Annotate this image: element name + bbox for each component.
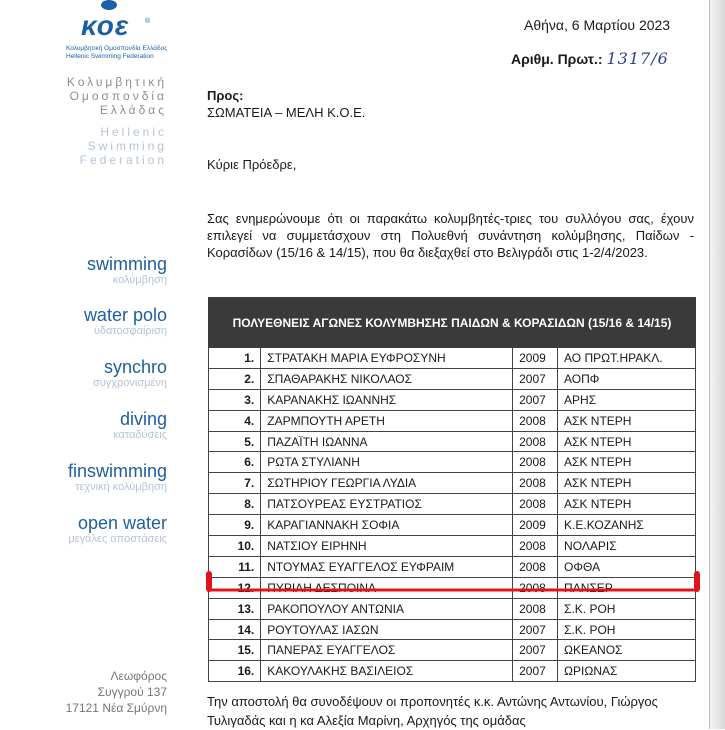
- table-row: [209, 494, 696, 515]
- birth-year: 2008: [513, 536, 558, 557]
- sport-name-en: swimming: [86, 254, 167, 274]
- sport-swimming: [87, 254, 167, 287]
- protocol-number: [511, 49, 669, 68]
- table-row: [209, 389, 696, 410]
- row-index: 10.: [209, 536, 261, 557]
- birth-year: 2008: [513, 431, 558, 452]
- logo-subtitle-gr: Κολυμβητική Ομοσπονδία Ελλάδος: [66, 45, 168, 52]
- org-name-en-2: Swimming: [87, 139, 167, 153]
- table-row: [209, 598, 696, 619]
- address-line-3: 17121 Νέα Σμύρνη: [65, 701, 167, 715]
- athlete-name: ΚΑΡΑΓΙΑΝΝΑΚΗ ΣΟΦΙΑ: [261, 515, 513, 536]
- club-name: ΑΣΚ ΝΤΕΡΗ: [558, 452, 696, 473]
- table-row: [209, 431, 696, 452]
- table-row: [209, 452, 696, 473]
- athlete-name: ΠΑΤΣΟΥΡΕΑΣ ΕΥΣΤΡΑΤΙΟΣ: [261, 494, 513, 515]
- row-index: 3.: [209, 389, 261, 410]
- protocol-value: 1317/6: [606, 49, 669, 68]
- recipient-value: ΣΩΜΑΤΕΙΑ – ΜΕΛΗ Κ.Ο.Ε.: [207, 105, 366, 120]
- row-index: 13.: [209, 598, 261, 619]
- table-row: [209, 640, 696, 661]
- sport-name-gr: συγχρονισμένη: [92, 377, 167, 389]
- athlete-name: ΡΑΚΟΠΟΥΛΟΥ ΑΝΤΩΝΙΑ: [261, 598, 513, 619]
- athlete-name: ΝΤΟΥΜΑΣ ΕΥΑΓΓΕΛΟΣ ΕΥΦΡΑΙΜ: [261, 556, 513, 577]
- club-name: ΑΣΚ ΝΤΕΡΗ: [558, 473, 696, 494]
- club-name: ΟΦΘΑ: [558, 556, 696, 577]
- club-name: ΝΟΛΑΡΙΣ: [558, 536, 696, 557]
- club-name: Κ.Ε.ΚΟΖΑΝΗΣ: [558, 515, 696, 536]
- birth-year: 2008: [513, 598, 558, 619]
- logo-text: κοε: [81, 10, 130, 41]
- birth-year: 2007: [513, 661, 558, 682]
- athlete-name: ΡΩΤΑ ΣΤΥΛΙΑΝΗ: [261, 452, 513, 473]
- athlete-name: ΣΠΑΘΑΡΑΚΗΣ ΝΙΚΟΛΑΟΣ: [261, 368, 513, 389]
- row-index: 4.: [209, 410, 261, 431]
- sport-water-polo: [84, 305, 167, 338]
- sport-name-en: open water: [77, 513, 167, 533]
- federation-logo: [63, 0, 167, 70]
- athlete-name: ΣΩΤΗΡΙΟΥ ΓΕΩΡΓΙΑ ΛΥΔΙΑ: [261, 473, 513, 494]
- highlight-mark: [206, 571, 700, 592]
- row-index: 9.: [209, 515, 261, 536]
- logo-swimmer-icon: [101, 0, 117, 10]
- athlete-name: ΝΑΤΣΙΟΥ ΕΙΡΗΝΗ: [261, 536, 513, 557]
- table-row: [209, 619, 696, 640]
- greeting: Κύριε Πρόεδρε,: [207, 157, 297, 172]
- athlete-name: ΖΑΡΜΠΟΥΤΗ ΑΡΕΤΗ: [261, 410, 513, 431]
- athlete-name: ΚΑΚΟΥΛΑΚΗΣ ΒΑΣΙΛΕΙΟΣ: [261, 661, 513, 682]
- sport-synchro: [93, 357, 167, 390]
- club-name: Σ.Κ. ΡΟΗ: [558, 619, 696, 640]
- club-name: ΑΟΠΦ: [558, 368, 696, 389]
- birth-year: 2009: [513, 348, 558, 369]
- athletes-table: [208, 297, 696, 682]
- sport-name-gr: μεγάλες αποστάσεις: [68, 533, 167, 545]
- org-name-gr-2: Ομοσπονδία: [69, 89, 167, 103]
- club-name: ΠΑΝΣΕΡ: [558, 577, 696, 598]
- org-name-gr-1: Κολυμβητική: [66, 75, 167, 89]
- sport-name-gr: κολύμβηση: [112, 274, 167, 286]
- birth-year: 2007: [513, 619, 558, 640]
- sport-finswimming: [68, 461, 167, 494]
- row-index: 14.: [209, 619, 261, 640]
- athlete-name: ΠΑΖΑΪΤΗ ΙΩΑΝΝΑ: [261, 431, 513, 452]
- athlete-name: ΠΥΡΙΛΗ ΔΕΣΠΟΙΝΑ: [261, 577, 513, 598]
- row-index: 5.: [209, 431, 261, 452]
- sport-name-gr: τεχνική κολύμβηση: [75, 481, 167, 493]
- registered-icon: ®: [145, 18, 151, 25]
- sport-name-en: diving: [119, 409, 167, 429]
- protocol-label: Αριθμ. Πρωτ.:: [511, 51, 603, 67]
- closing-paragraph: Την αποστολή θα συνοδέψουν οι προπονητές κ.κ. Αντώνης Αντωνίου, Γιώργος Τυλιγαδάς και η κα Αλεξία Μαρίνη, Αρχηγός της ομάδας: [207, 694, 658, 728]
- table-row: [209, 536, 696, 557]
- sport-name-en: water polo: [83, 305, 167, 325]
- athlete-name: ΚΑΡΑΝΑΚΗΣ ΙΩΑΝΝΗΣ: [261, 389, 513, 410]
- row-index: 2.: [209, 368, 261, 389]
- sport-open-water: [68, 513, 167, 546]
- birth-year: 2007: [513, 389, 558, 410]
- athlete-name: ΠΑΝΕΡΑΣ ΕΥΑΓΓΕΛΟΣ: [261, 640, 513, 661]
- sport-name-gr: καταδύσεις: [113, 429, 167, 441]
- row-index: 1.: [209, 348, 261, 369]
- table-title: ΠΟΛΥΕΘΝΕΙΣ ΑΓΩΝΕΣ ΚΟΛΥΜΒΗΣΗΣ ΠΑΙΔΩΝ & ΚΟΡΑΣΙΔΩΝ (15/16 & 14/15): [209, 298, 696, 348]
- table-row: [209, 410, 696, 431]
- birth-year: 2008: [513, 494, 558, 515]
- club-name: ΑΣΚ ΝΤΕΡΗ: [558, 494, 696, 515]
- row-index: 11.: [209, 556, 261, 577]
- birth-year: 2008: [513, 452, 558, 473]
- recipient-label: Προς:: [207, 88, 244, 103]
- birth-year: 2009: [513, 515, 558, 536]
- club-name: ΑΣΚ ΝΤΕΡΗ: [558, 431, 696, 452]
- row-index: 15.: [209, 640, 261, 661]
- birth-year: 2008: [513, 473, 558, 494]
- birth-year: 2007: [513, 640, 558, 661]
- birth-year: 2008: [513, 556, 558, 577]
- athlete-name: ΡΟΥΤΟΥΛΑΣ ΙΑΣΩΝ: [261, 619, 513, 640]
- row-index: 7.: [209, 473, 261, 494]
- letter-date: Αθήνα, 6 Μαρτίου 2023: [524, 17, 671, 33]
- org-name-en-1: Hellenic: [100, 125, 167, 139]
- table-row: [209, 368, 696, 389]
- athlete-name: ΣΤΡΑΤΑΚΗ ΜΑΡΙΑ ΕΥΦΡΟΣΥΝΗ: [261, 348, 513, 369]
- address-line-1: Λεωφόρος: [110, 669, 167, 683]
- sport-diving: [113, 409, 167, 442]
- birth-year: 2007: [513, 368, 558, 389]
- club-name: ΑΡΗΣ: [558, 389, 696, 410]
- logo-subtitle-en: Hellenic Swimming Federation: [66, 53, 154, 60]
- address-line-2: Συγγρού 137: [97, 685, 167, 699]
- row-index: 12.: [209, 577, 261, 598]
- table-row: [209, 348, 696, 369]
- table-row: [209, 473, 696, 494]
- table-row: [209, 661, 696, 682]
- sport-name-en: finswimming: [67, 461, 167, 481]
- letter-body: Σας ενημερώνουμε ότι οι παρακάτω κολυμβητές-τριες του συλλόγου σας, έχουν επιλεγεί να συμμετάσχουν στη Πολυεθνή συνάντηση κολύμβησης, Παίδων - Κορασίδων (15/16 & 14/15), που θα διεξαχθεί στο Βελιγράδι στις 1-2/4/2023.: [207, 211, 694, 260]
- table-row: [209, 515, 696, 536]
- birth-year: 2008: [513, 577, 558, 598]
- birth-year: 2008: [513, 410, 558, 431]
- club-name: Σ.Κ. ΡΟΗ: [558, 598, 696, 619]
- sport-name-en: synchro: [103, 357, 167, 377]
- org-name-gr-3: Ελλάδας: [99, 103, 167, 117]
- row-index: 16.: [209, 661, 261, 682]
- org-name-en-3: Federation: [79, 153, 167, 167]
- club-name: ΑΣΚ ΝΤΕΡΗ: [558, 410, 696, 431]
- club-name: ΩΚΕΑΝΟΣ: [558, 640, 696, 661]
- club-name: ΑΟ ΠΡΩΤ.ΗΡΑΚΛ.: [558, 348, 696, 369]
- page-edge: [710, 0, 725, 729]
- club-name: ΩΡΙΩΝΑΣ: [558, 661, 696, 682]
- row-index: 8.: [209, 494, 261, 515]
- sport-name-gr: υδατοσφαίριση: [93, 325, 167, 337]
- row-index: 6.: [209, 452, 261, 473]
